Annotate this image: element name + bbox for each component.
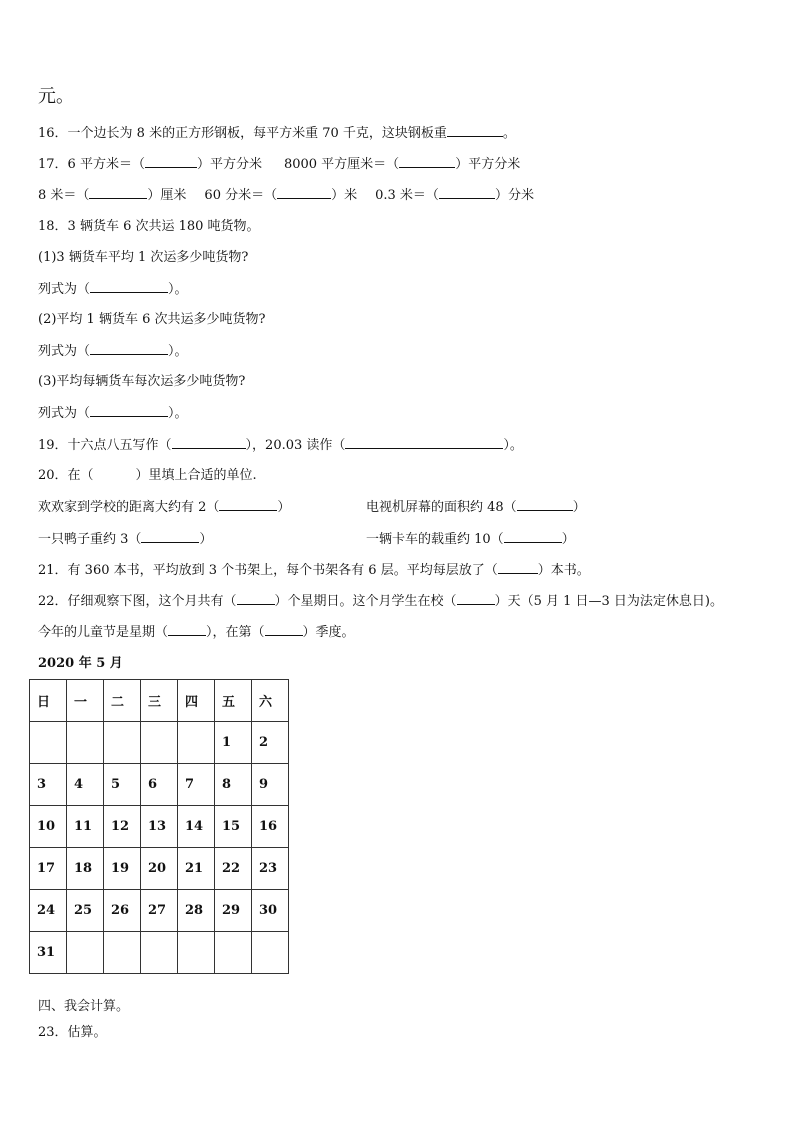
q20-item4-close: ） <box>561 532 575 547</box>
q22-blank-1[interactable] <box>237 592 275 605</box>
calendar-week-row <box>30 806 289 848</box>
q22-part-d: 今年的儿童节是星期（ <box>38 625 169 640</box>
q22-blank-4[interactable] <box>265 623 303 636</box>
q19-part-b: ），20.03 读作（ <box>245 438 346 453</box>
q18-formula-1-left: 列式为（ <box>38 282 91 297</box>
q19-blank-1[interactable] <box>172 436 246 449</box>
q20-item2-blank[interactable] <box>517 498 573 511</box>
calendar-day-cell: 11 <box>67 806 104 848</box>
q17-a-right: ）平方分米 <box>196 157 262 172</box>
calendar-day-cell: 10 <box>30 806 67 848</box>
q22-part-c: ）天（5 月 1 日—3 日为法定休息日)。 <box>494 594 723 609</box>
q17-b-right: ）平方分米 <box>455 157 521 172</box>
calendar-day-cell <box>30 722 67 764</box>
question-23: 23．估算。 <box>38 1025 107 1040</box>
q22-part-b: ）个星期日。这个月学生在校（ <box>274 594 457 609</box>
q20-item1-close: ） <box>277 500 291 515</box>
q18-formula-3-blank[interactable] <box>90 404 168 417</box>
q20-item3-close: ） <box>199 532 213 547</box>
q20-title-left: 20．在（ <box>38 468 94 483</box>
q17-a-left: 17．6 平方米＝（ <box>38 157 145 172</box>
q18-formula-3 <box>38 404 188 423</box>
calendar-header-cell: 三 <box>141 680 178 722</box>
q19-blank-2[interactable] <box>345 436 503 449</box>
q20-item4-text: 一辆卡车的载重约 10（ <box>366 532 504 547</box>
q17-c-right: ）厘米 <box>147 188 187 203</box>
calendar-day-cell: 2 <box>252 722 289 764</box>
q16-text: 16．一个边长为 8 米的正方形钢板，每平方米重 70 千克，这块钢板重 <box>38 126 447 141</box>
q18-formula-2-right: ）。 <box>168 344 188 359</box>
calendar-header-row <box>30 680 289 722</box>
calendar-day-cell <box>252 932 289 974</box>
calendar-header-cell: 二 <box>104 680 141 722</box>
q17-e-right: ）分米 <box>494 188 534 203</box>
q18-part2: (2)平均 1 辆货车 6 次共运多少吨货物? <box>38 312 266 327</box>
calendar-day-cell: 8 <box>215 764 252 806</box>
q18-formula-3-left: 列式为（ <box>38 406 91 421</box>
calendar-day-cell: 15 <box>215 806 252 848</box>
calendar-day-cell <box>178 722 215 764</box>
calendar-day-cell <box>178 932 215 974</box>
q17-d-right: ）米 <box>331 188 358 203</box>
calendar-day-cell: 22 <box>215 848 252 890</box>
calendar-day-cell <box>141 722 178 764</box>
q20-item2-text: 电视机屏幕的面积约 48（ <box>366 500 517 515</box>
q17-e-blank[interactable] <box>439 186 495 199</box>
q20-item1-blank[interactable] <box>219 498 277 511</box>
calendar-day-cell: 16 <box>252 806 289 848</box>
calendar-day-cell: 21 <box>178 848 215 890</box>
calendar-caption: 2020 年 5 月 <box>38 656 123 671</box>
calendar-day-cell: 31 <box>30 932 67 974</box>
q19-part-c: ）。 <box>503 438 523 453</box>
q18-formula-1-right: ）。 <box>168 282 188 297</box>
q20-item1-text: 欢欢家到学校的距离大约有 2（ <box>38 500 220 515</box>
q17-a-blank[interactable] <box>145 155 197 168</box>
question-21 <box>38 561 590 580</box>
calendar-day-cell: 24 <box>30 890 67 932</box>
q19-part-a: 19．十六点八五写作（ <box>38 438 172 453</box>
calendar-day-cell <box>104 932 141 974</box>
q21-end: ）本书。 <box>537 563 590 578</box>
question-16 <box>38 124 516 143</box>
q18-part1: (1)3 辆货车平均 1 次运多少吨货物? <box>38 250 249 265</box>
calendar-day-cell: 26 <box>104 890 141 932</box>
calendar-week-row <box>30 848 289 890</box>
calendar-day-cell <box>67 722 104 764</box>
q17-b-blank[interactable] <box>399 155 455 168</box>
calendar-header-cell: 一 <box>67 680 104 722</box>
q17-c-left: 8 米＝（ <box>38 188 90 203</box>
calendar-day-cell: 27 <box>141 890 178 932</box>
calendar-day-cell: 28 <box>178 890 215 932</box>
q20-item3-text: 一只鸭子重约 3（ <box>38 532 142 547</box>
q22-blank-3[interactable] <box>168 623 206 636</box>
calendar-day-cell <box>104 722 141 764</box>
calendar-day-cell <box>67 932 104 974</box>
question-22-line1 <box>38 592 723 611</box>
q20-item2 <box>366 498 586 517</box>
calendar-day-cell: 5 <box>104 764 141 806</box>
top-fragment: 元。 <box>38 86 74 107</box>
q18-part3: (3)平均每辆货车每次运多少吨货物? <box>38 374 246 389</box>
calendar-day-cell: 3 <box>30 764 67 806</box>
q20-item2-close: ） <box>572 500 586 515</box>
calendar-header-cell: 日 <box>30 680 67 722</box>
q16-answer-blank[interactable] <box>447 124 503 137</box>
calendar-day-cell: 9 <box>252 764 289 806</box>
q17-d-left: 60 分米＝（ <box>204 188 278 203</box>
calendar-day-cell: 20 <box>141 848 178 890</box>
calendar-header-cell: 四 <box>178 680 215 722</box>
q18-title: 18．3 辆货车 6 次共运 180 吨货物。 <box>38 219 260 234</box>
calendar-header-cell: 六 <box>252 680 289 722</box>
q22-part-e: ），在第（ <box>206 625 265 640</box>
q18-formula-3-right: ）。 <box>168 406 188 421</box>
calendar-day-cell: 1 <box>215 722 252 764</box>
section-4-heading: 四、我会计算。 <box>38 999 130 1014</box>
question-19 <box>38 436 523 455</box>
calendar-day-cell: 4 <box>67 764 104 806</box>
calendar-header-cell: 五 <box>215 680 252 722</box>
q17-c-blank[interactable] <box>89 186 147 199</box>
calendar-week-row <box>30 764 289 806</box>
calendar-day-cell: 12 <box>104 806 141 848</box>
calendar-day-cell <box>141 932 178 974</box>
calendar-day-cell: 23 <box>252 848 289 890</box>
calendar-day-cell: 18 <box>67 848 104 890</box>
q18-formula-1 <box>38 280 188 299</box>
calendar-day-cell: 29 <box>215 890 252 932</box>
q18-formula-2-blank[interactable] <box>90 342 168 355</box>
calendar-day-cell: 6 <box>141 764 178 806</box>
q20-item1 <box>38 498 290 517</box>
q16-end: 。 <box>502 126 516 141</box>
q18-formula-2-left: 列式为（ <box>38 344 91 359</box>
calendar-day-cell: 25 <box>67 890 104 932</box>
q17-d-blank[interactable] <box>277 186 331 199</box>
question-17-row1 <box>38 155 520 174</box>
q20-title-right: ）里填上合适的单位. <box>135 468 257 483</box>
calendar-week-row <box>30 890 289 932</box>
q17-e-left: 0.3 米＝（ <box>375 188 439 203</box>
q18-formula-1-blank[interactable] <box>90 280 168 293</box>
calendar-day-cell: 19 <box>104 848 141 890</box>
calendar-day-cell: 30 <box>252 890 289 932</box>
question-17-row2 <box>38 186 534 205</box>
q22-blank-2[interactable] <box>457 592 495 605</box>
calendar-day-cell: 17 <box>30 848 67 890</box>
question-22-line2 <box>38 623 355 642</box>
q17-b-left: 8000 平方厘米＝（ <box>283 157 400 172</box>
calendar-day-cell: 14 <box>178 806 215 848</box>
q20-title <box>38 467 257 485</box>
calendar-week-row <box>30 722 289 764</box>
q20-item3 <box>38 530 212 549</box>
q20-item3-blank[interactable] <box>141 530 199 543</box>
calendar-day-cell: 13 <box>141 806 178 848</box>
calendar-table <box>29 679 289 974</box>
q21-blank[interactable] <box>498 561 538 574</box>
calendar-day-cell: 7 <box>178 764 215 806</box>
q21-text: 21．有 360 本书，平均放到 3 个书架上，每个书架各有 6 层。平均每层放了（ <box>38 563 498 578</box>
calendar-week-row <box>30 932 289 974</box>
q22-part-f: ）季度。 <box>302 625 355 640</box>
q18-formula-2 <box>38 342 188 361</box>
q20-item4 <box>366 530 575 549</box>
calendar-day-cell <box>215 932 252 974</box>
q22-part-a: 22．仔细观察下图，这个月共有（ <box>38 594 237 609</box>
q20-item4-blank[interactable] <box>504 530 562 543</box>
